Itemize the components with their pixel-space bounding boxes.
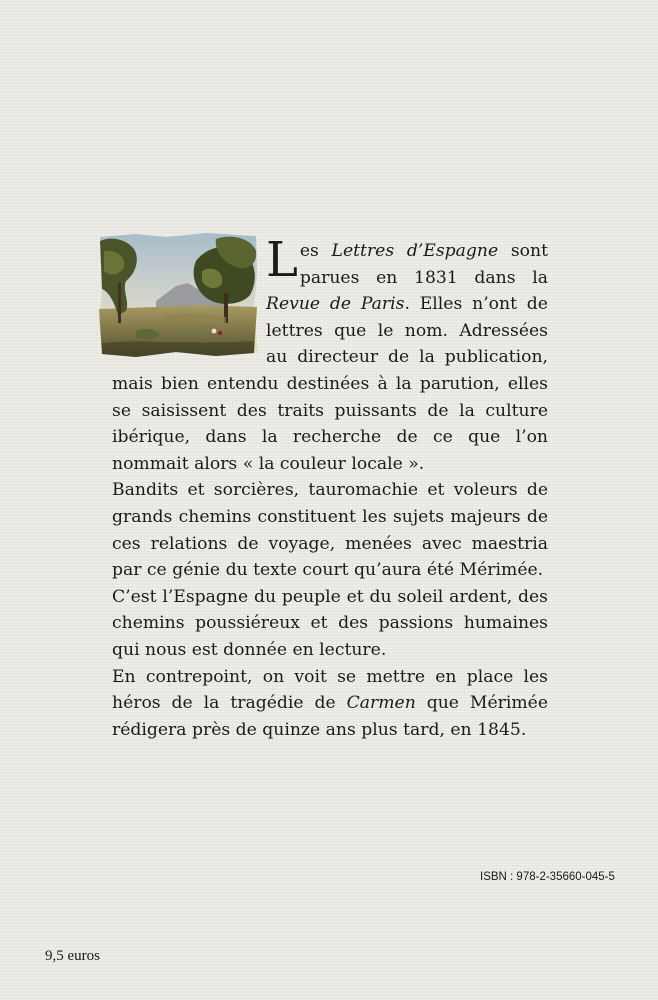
blurb-p1-text-a: es [299, 241, 332, 261]
isbn-label: ISBN : 978-2-35660-045-5 [480, 871, 615, 883]
blurb-paragraph-2: Bandits et sorcières, tauromachie et voleurs de grands chemins constituent les sujets majeurs de ces relations de voyage, menées avec maestria par ce génie du texte court qu’aura été Mérimée. [112, 480, 548, 581]
blurb-carmen-title: Carmen [346, 693, 416, 714]
blurb-p4-text-a: En contrepoint, on voit se mettre en place les héros de la tragédie de [112, 666, 548, 714]
blurb-p1-text-b: sont parues en 1831 dans la [299, 241, 548, 288]
blurb-p4-text-b: que Mérimée rédigera près de quinze ans plus tard, en 1845. [112, 693, 549, 740]
price-label: 9,5 euros [45, 948, 100, 964]
blurb-book-title: Lettres d’Espagne [331, 241, 499, 261]
drop-cap: L [266, 232, 298, 288]
blurb-paragraph-3: C’est l’Espagne du peuple et du soleil ardent, des chemins poussiéreux et des passions humaines qui nous est donnée en lecture. [112, 586, 548, 660]
blurb-paragraph-4 [112, 664, 548, 744]
landscape-painting [96, 231, 260, 359]
blurb-p1-text-c: . Elles n’ont de lettres que le nom. Adressées au directeur de la publication, mais bien entendu destinées à la parution, elles se saisissent des traits puissants de la culture ibérique, dans la recherche de ce que l’on nommait alors « la couleur locale ». [112, 294, 548, 474]
back-cover-blurb [112, 232, 549, 743]
blurb-journal-title: Revue de Paris [266, 294, 405, 315]
